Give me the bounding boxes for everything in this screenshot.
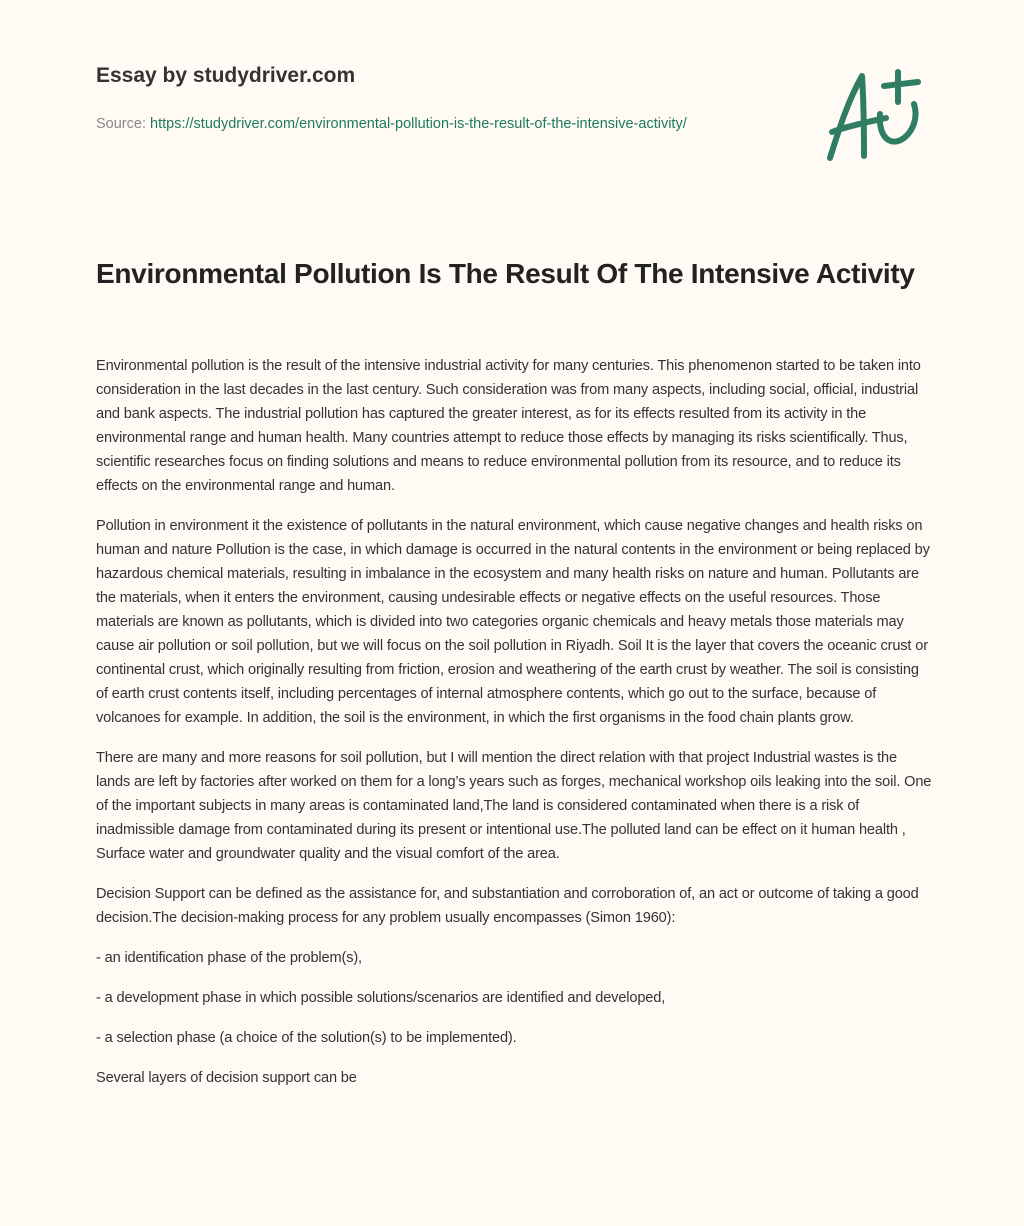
list-item: - an identification phase of the problem(s), — [96, 950, 362, 966]
paragraph: Environmental pollution is the result of the intensive industrial activity for many centuries. This phenomenon started to be taken into consideration in the last decades in the last century. Such consideration was from many aspects, including social, official, industrial and bank aspects. The industrial pollution has captured the greater interest, as for its effects resulted from its activity in the environmental range and human health. Many countries attempt to reduce those effects by managing its risks scientifically. Thus, scientific researches focus on finding solutions and means to reduce environmental pollution from its resource, and to reduce its effects on the environmental range and human. — [96, 358, 921, 494]
essay-body — [96, 354, 932, 1106]
paragraph: Several layers of decision support can be — [96, 1070, 357, 1086]
essay-title: Environmental Pollution Is The Result Of The Intensive Activity — [96, 258, 915, 289]
paragraph: There are many and more reasons for soil pollution, but I will mention the direct relation with that project Industrial wastes is the lands are left by factories after worked on them for a long’s years such as forges, mechanical workshop oils leaking into the soil. One of the important subjects in many areas is contaminated land,The land is considered contaminated when there is a risk of inadmissible damage from contaminated during its present or intentional use.The polluted land can be effect on it human health , Surface water and groundwater quality and the visual comfort of the area. — [96, 750, 932, 862]
list-item: - a selection phase (a choice of the solution(s) to be implemented). — [96, 1030, 517, 1046]
a-plus-logo-icon — [818, 66, 928, 166]
source-line — [96, 112, 736, 136]
list-item: - a development phase in which possible solutions/scenarios are identified and developed, — [96, 990, 666, 1006]
source-label: Source: — [96, 116, 146, 132]
paragraph: Pollution in environment it the existence of pollutants in the natural environment, which cause negative changes and health risks on human and nature Pollution is the case, in which damage is occurred in the natural contents in the environment or being replaced by hazardous chemical materials, resulting in imbalance in the ecosystem and many health risks on nature and human. Pollutants are the materials, when it enters the environment, causing undesirable effects or negative effects on the useful resources. Those materials are known as pollutants, which is divided into two categories organic chemicals and heavy metals those materials may cause air pollution or soil pollution, but we will focus on the soil pollution in Riyadh. Soil It is the layer that covers the oceanic crust or continental crust, which originally resulting from friction, erosion and weathering of the earth crust by weather. The soil is consisting of earth crust contents itself, including percentages of internal atmosphere contents, which go out to the surface, because of volcanoes for example. In addition, the soil is the environment, in which the first organisms in the food chain plants grow. — [96, 518, 930, 726]
paragraph: Decision Support can be defined as the assistance for, and substantiation and corroboration of, an act or outcome of taking a good decision.The decision-making process for any problem usually encompasses (Simon 1960): — [96, 886, 919, 926]
site-brand: Essay by studydriver.com — [96, 64, 356, 87]
source-link[interactable]: https://studydriver.com/environmental-pollution-is-the-result-of-the-intensive-activity/ — [150, 116, 687, 132]
